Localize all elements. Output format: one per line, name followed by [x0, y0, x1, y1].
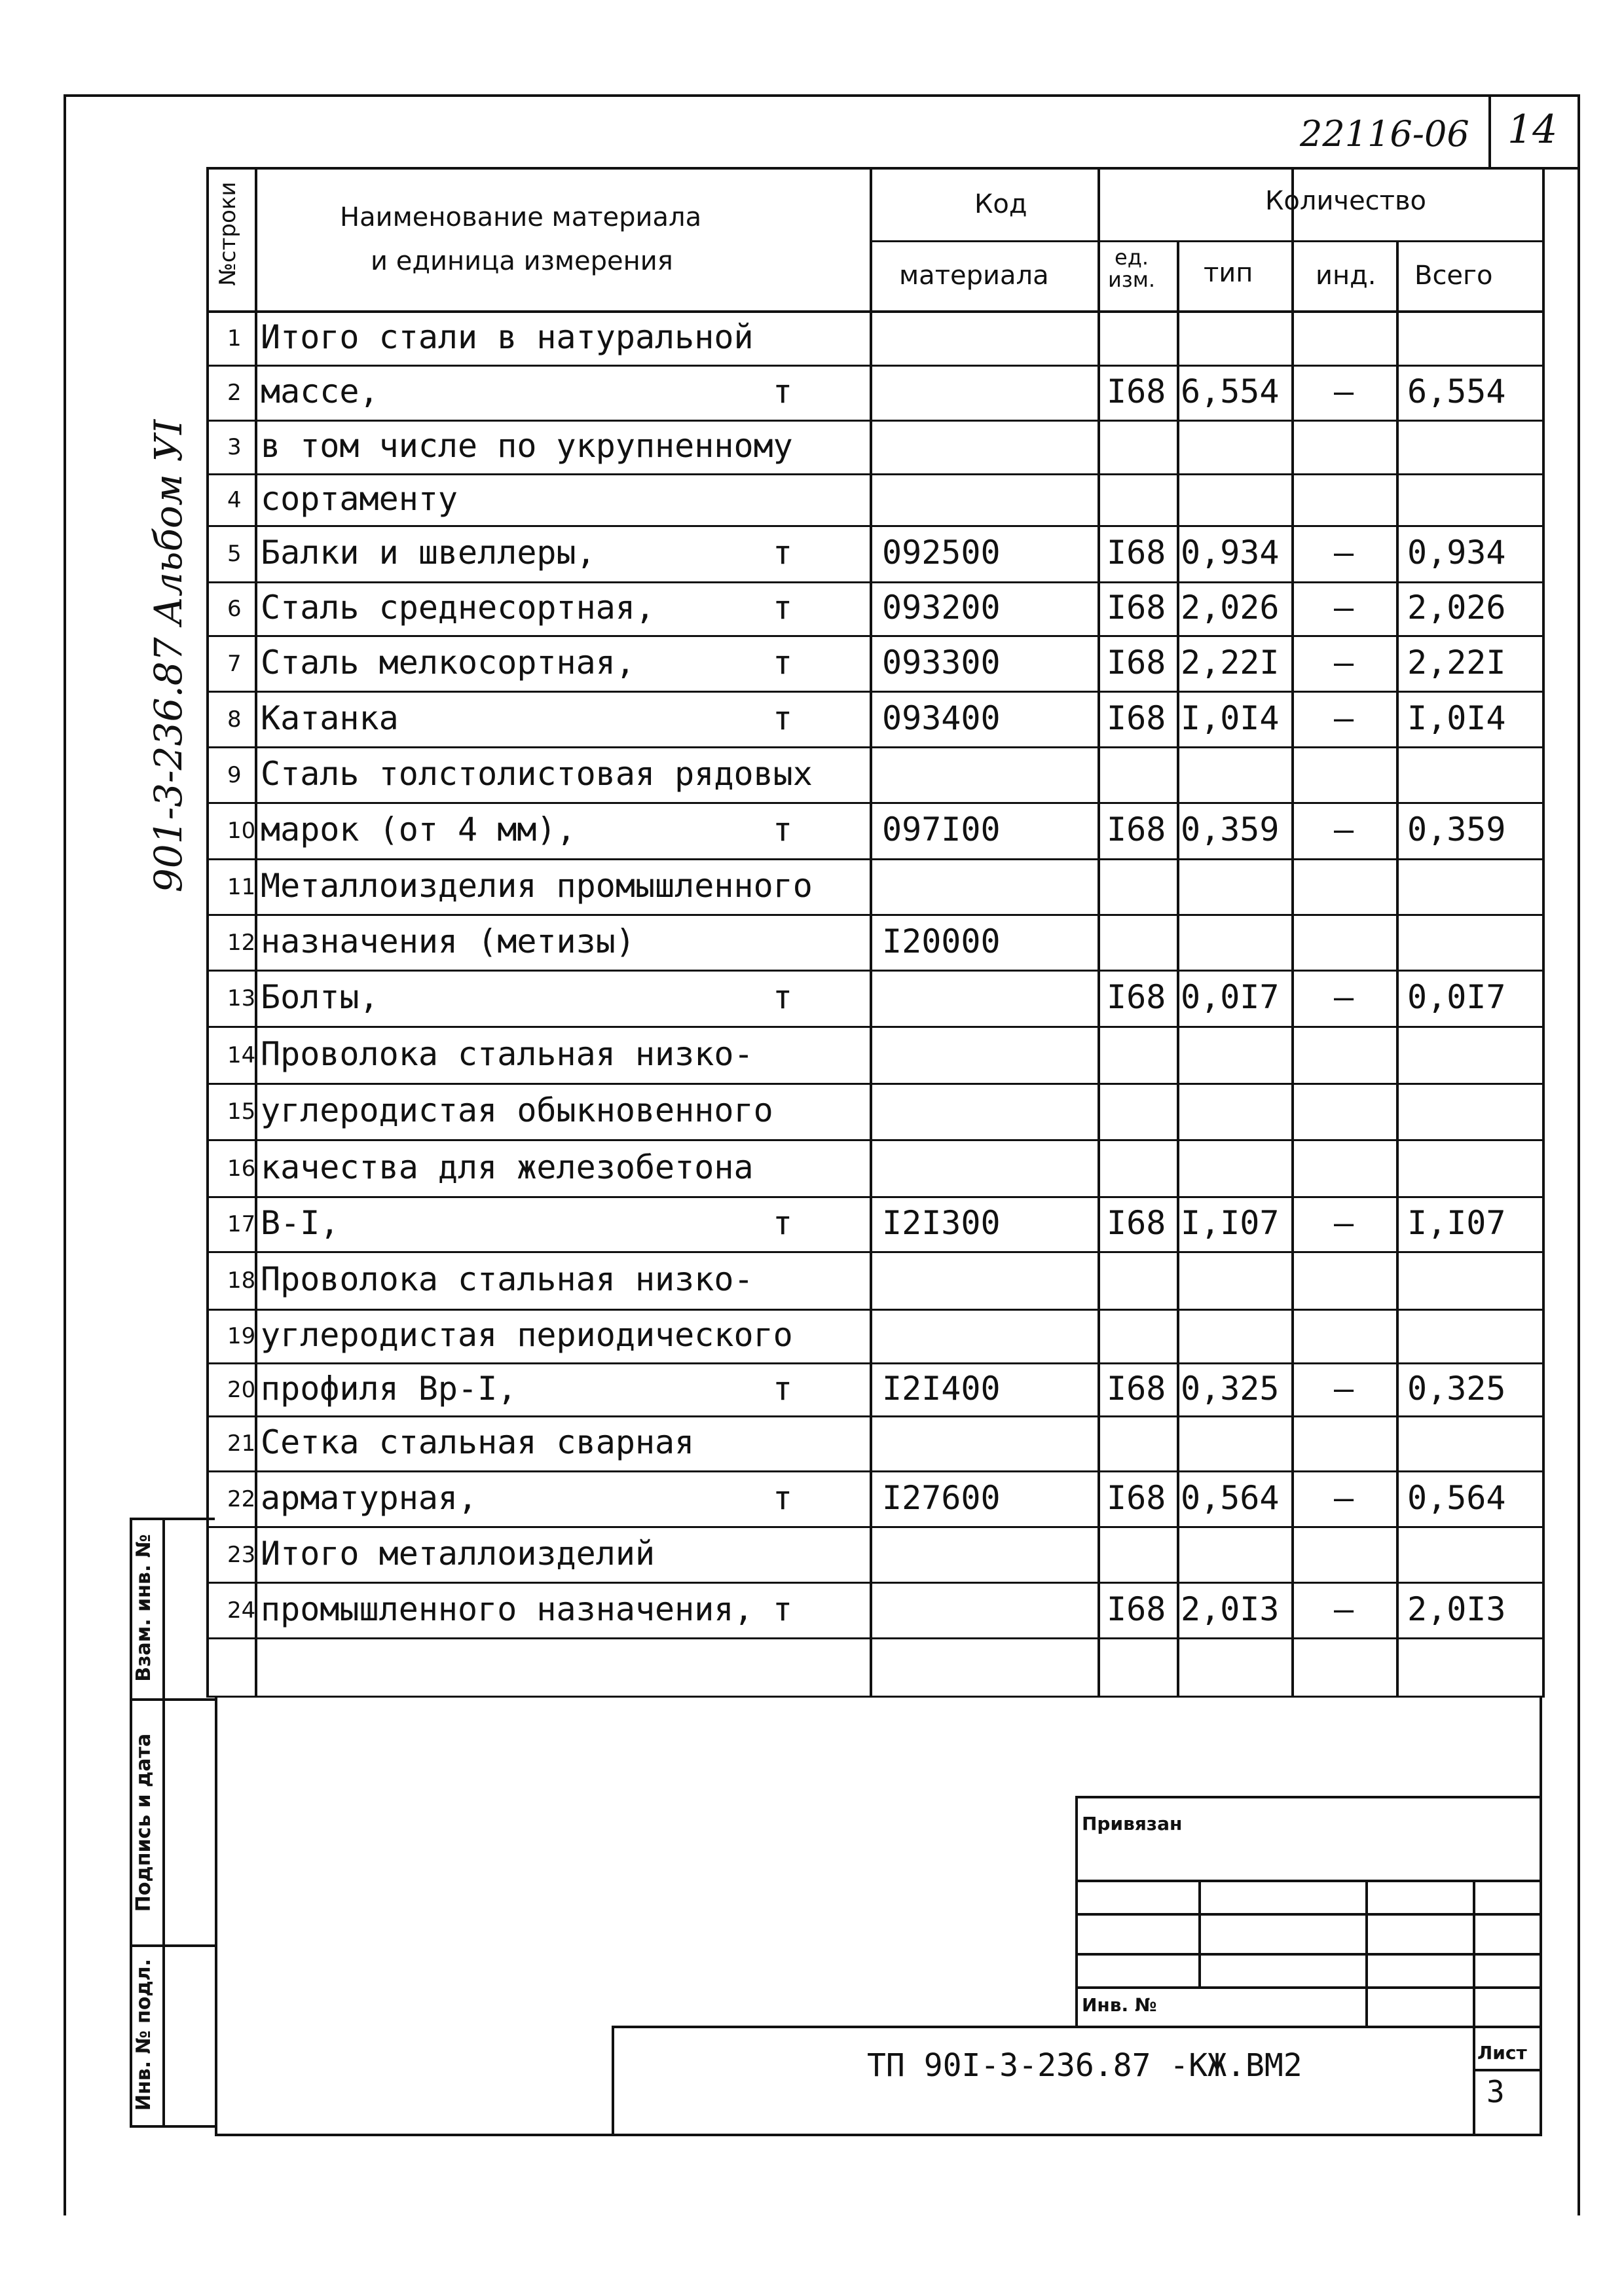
- material-name: Проволока стальная низко-: [261, 1035, 754, 1073]
- unit-code: I68: [1107, 373, 1166, 410]
- table-row-line: [206, 1582, 1545, 1584]
- qty-ind: –: [1333, 1370, 1354, 1408]
- qty-total: 0,325: [1407, 1370, 1506, 1408]
- qty-ind: –: [1333, 1479, 1354, 1517]
- titleblock-v2: [1365, 1880, 1368, 2027]
- row-number: 15: [227, 1099, 256, 1125]
- qty-type: 0,564: [1181, 1479, 1280, 1517]
- table-row-line: [206, 1470, 1545, 1472]
- table-col-line: [870, 167, 872, 1696]
- material-code: I27600: [882, 1479, 1001, 1517]
- unit-t: т: [773, 1479, 793, 1517]
- corner-box-left: [1488, 94, 1491, 170]
- qty-total: I,I07: [1407, 1204, 1506, 1242]
- table-row-line: [206, 1196, 1545, 1198]
- table-row-line: [206, 1309, 1545, 1311]
- row-number: 9: [227, 762, 242, 788]
- material-code: 097I00: [882, 811, 1001, 848]
- unit-t: т: [773, 978, 793, 1016]
- row-number: 19: [227, 1323, 256, 1349]
- drawing-bottom: [215, 2134, 1542, 2136]
- qty-type: 2,22I: [1181, 644, 1280, 682]
- header-quantity: Количество: [1265, 186, 1427, 216]
- unit-t: т: [773, 811, 793, 848]
- unit-t: т: [773, 373, 793, 410]
- frame-top: [64, 94, 1580, 97]
- unit-code: I68: [1107, 644, 1166, 682]
- row-number: 3: [227, 434, 242, 460]
- table-row-line: [206, 1362, 1545, 1364]
- titleblock-v1: [1198, 1880, 1201, 1986]
- titleblock-sheet-label: Лист: [1477, 2042, 1527, 2064]
- qty-total: 2,22I: [1407, 644, 1506, 682]
- unit-t: т: [773, 699, 793, 737]
- unit-t: т: [773, 589, 793, 627]
- material-name: Итого металлоизделий: [261, 1535, 655, 1573]
- row-number: 7: [227, 651, 242, 677]
- table-row-line: [206, 1026, 1545, 1028]
- stamp-bottom: [130, 2125, 215, 2128]
- unit-code: I68: [1107, 1590, 1166, 1628]
- row-number: 4: [227, 487, 242, 513]
- table-row-line: [206, 858, 1545, 860]
- material-code: I20000: [882, 922, 1001, 960]
- header-qty-type: тип: [1204, 258, 1253, 288]
- qty-total: 0,564: [1407, 1479, 1506, 1517]
- row-number: 22: [227, 1486, 256, 1512]
- unit-code: I68: [1107, 1479, 1166, 1517]
- unit-code: I68: [1107, 589, 1166, 627]
- qty-total: 2,0I3: [1407, 1590, 1506, 1628]
- qty-type: I,0I4: [1181, 699, 1280, 737]
- material-name: Катанка: [261, 699, 399, 737]
- row-number: 23: [227, 1542, 256, 1568]
- table-row-line: [206, 1083, 1545, 1085]
- row-number: 5: [227, 541, 242, 567]
- material-name: профиля Вр-I,: [261, 1370, 517, 1408]
- material-name: промышленного назначения,: [261, 1590, 754, 1628]
- qty-type: 2,026: [1181, 589, 1280, 627]
- frame-left: [64, 94, 66, 2215]
- header-row-no: №строки: [215, 181, 241, 286]
- row-number: 14: [227, 1042, 256, 1068]
- qty-type: 0,325: [1181, 1370, 1280, 1408]
- titleblock-sheet-divider: [1473, 2069, 1542, 2071]
- material-code: I2I400: [882, 1370, 1001, 1408]
- qty-total: 0,934: [1407, 534, 1506, 572]
- row-number: 10: [227, 818, 256, 844]
- qty-ind: –: [1333, 373, 1354, 410]
- table-row-line: [206, 581, 1545, 583]
- titleblock-v3: [1473, 1880, 1475, 2136]
- table-col-line: [1396, 240, 1399, 1696]
- qty-type: 2,0I3: [1181, 1590, 1280, 1628]
- material-name: Сталь среднесортная,: [261, 589, 655, 627]
- qty-ind: –: [1333, 1590, 1354, 1628]
- row-number: 20: [227, 1377, 256, 1403]
- table-header-mid-line: [870, 240, 1545, 242]
- qty-total: I,0I4: [1407, 699, 1506, 737]
- header-code: Код: [974, 189, 1027, 219]
- qty-type: 0,0I7: [1181, 978, 1280, 1016]
- qty-ind: –: [1333, 534, 1354, 572]
- material-name: арматурная,: [261, 1479, 478, 1517]
- material-name: Сталь толстолистовая рядовых: [261, 755, 813, 793]
- drawing-left-lower: [215, 1696, 217, 2136]
- table-row-line: [206, 746, 1545, 748]
- qty-ind: –: [1333, 978, 1354, 1016]
- unit-t: т: [773, 534, 793, 572]
- qty-ind: –: [1333, 589, 1354, 627]
- header-name-line2: и единица измерения: [371, 246, 673, 276]
- material-code: 093400: [882, 699, 1001, 737]
- table-row-line: [206, 1415, 1545, 1417]
- qty-ind: –: [1333, 644, 1354, 682]
- stamp-top: [130, 1518, 215, 1520]
- stamp-div-1: [130, 1698, 215, 1701]
- table-row-line: [206, 365, 1545, 367]
- material-code: 093200: [882, 589, 1001, 627]
- material-name: Сетка стальная сварная: [261, 1423, 695, 1461]
- unit-t: т: [773, 1590, 793, 1628]
- unit-code: I68: [1107, 811, 1166, 848]
- row-number: 12: [227, 930, 256, 956]
- frame-right: [1578, 94, 1580, 2215]
- table-row-line: [206, 802, 1545, 804]
- titleblock-top: [1075, 1796, 1542, 1798]
- unit-code: I68: [1107, 1370, 1166, 1408]
- table-row-line: [206, 914, 1545, 916]
- qty-ind: –: [1333, 1204, 1354, 1242]
- titleblock-inv-no: Инв. №: [1082, 1994, 1157, 2016]
- material-code: 092500: [882, 534, 1001, 572]
- material-name: сортаменту: [261, 480, 458, 518]
- table-bottom-border: [206, 1696, 1545, 1698]
- table-row-line: [206, 525, 1545, 527]
- header-name-line1: Наименование материала: [340, 202, 702, 232]
- row-number: 6: [227, 596, 242, 622]
- unit-code: I68: [1107, 699, 1166, 737]
- row-number: 21: [227, 1430, 256, 1457]
- table-row-line: [206, 691, 1545, 693]
- qty-type: 0,934: [1181, 534, 1280, 572]
- table-col-line: [1542, 167, 1545, 1696]
- material-code: I2I300: [882, 1204, 1001, 1242]
- header-code-unit: ед. изм.: [1107, 245, 1156, 292]
- table-row-line: [206, 1139, 1545, 1141]
- archive-number: 22116-06: [1300, 113, 1469, 155]
- table-row-line: [206, 1526, 1545, 1528]
- material-name: Проволока стальная низко-: [261, 1260, 754, 1298]
- titleblock-privyazan: Привязан: [1082, 1813, 1183, 1834]
- qty-type: 0,359: [1181, 811, 1280, 848]
- sheet-number: 3: [1486, 2074, 1505, 2109]
- material-name: В-I,: [261, 1204, 340, 1242]
- row-number: 24: [227, 1597, 256, 1624]
- unit-code: I68: [1107, 978, 1166, 1016]
- table-row-line: [206, 1637, 1545, 1639]
- material-name: назначения (метизы): [261, 922, 635, 960]
- material-name: Металлоизделия промышленного: [261, 867, 813, 905]
- table-header-bottom: [206, 310, 1545, 313]
- material-name: углеродистая периодического: [261, 1316, 793, 1354]
- table-col-line: [206, 167, 209, 1696]
- row-number: 13: [227, 985, 256, 1011]
- table-col-line: [1098, 167, 1100, 1696]
- material-name: массе,: [261, 373, 379, 410]
- row-number: 2: [227, 380, 242, 406]
- titleblock-main-top: [612, 2026, 1542, 2028]
- unit-t: т: [773, 1370, 793, 1408]
- table-row-line: [206, 635, 1545, 637]
- unit-t: т: [773, 1204, 793, 1242]
- row-number: 1: [227, 325, 242, 352]
- qty-total: 0,359: [1407, 811, 1506, 848]
- material-name: Болты,: [261, 978, 379, 1016]
- table-row-line: [206, 420, 1545, 422]
- header-qty-total: Всего: [1414, 261, 1493, 291]
- header-qty-ind: инд.: [1316, 261, 1376, 291]
- header-code-material: материала: [899, 261, 1049, 291]
- qty-type: 6,554: [1181, 373, 1280, 410]
- document-code: ТП 90I-3-236.87 -КЖ.ВМ2: [867, 2047, 1302, 2084]
- material-name: в том числе по укрупненному: [261, 427, 793, 465]
- material-name: Балки и швеллеры,: [261, 534, 596, 572]
- row-number: 18: [227, 1267, 256, 1294]
- drawing-right-lower: [1540, 1696, 1542, 2136]
- row-number: 8: [227, 706, 242, 733]
- material-name: качества для железобетона: [261, 1148, 754, 1186]
- titleblock-left: [1075, 1796, 1078, 2027]
- row-number: 11: [227, 874, 256, 900]
- row-number: 17: [227, 1211, 256, 1237]
- qty-total: 0,0I7: [1407, 978, 1506, 1016]
- material-name: марок (от 4 мм),: [261, 811, 576, 848]
- unit-t: т: [773, 644, 793, 682]
- stamp-div-2: [130, 1944, 215, 1947]
- stamp-podpis: Подпись и дата: [132, 1733, 155, 1912]
- table-row-line: [206, 1251, 1545, 1253]
- unit-code: I68: [1107, 1204, 1166, 1242]
- stamp-inv-podl: Инв. № подл.: [132, 1958, 155, 2111]
- table-top-border: [206, 167, 1545, 170]
- stamp-vzam-inv: Взам. инв. №: [132, 1534, 155, 1682]
- material-name: Итого стали в натуральной: [261, 318, 754, 356]
- qty-ind: –: [1333, 699, 1354, 737]
- table-row-line: [206, 970, 1545, 972]
- material-name: углеродистая обыкновенного: [261, 1091, 773, 1129]
- material-code: 093300: [882, 644, 1001, 682]
- row-number: 16: [227, 1156, 256, 1182]
- table-col-line: [1177, 240, 1179, 1696]
- qty-type: I,I07: [1181, 1204, 1280, 1242]
- qty-total: 6,554: [1407, 373, 1506, 410]
- album-label: 901-3-236.87 Альбом УI: [146, 419, 191, 893]
- material-name: Сталь мелкосортная,: [261, 644, 635, 682]
- unit-code: I68: [1107, 534, 1166, 572]
- stamp-mid: [162, 1518, 165, 2126]
- qty-ind: –: [1333, 811, 1354, 848]
- sheet-corner-number: 14: [1507, 107, 1558, 153]
- qty-total: 2,026: [1407, 589, 1506, 627]
- table-row-line: [206, 473, 1545, 475]
- titleblock-main-left: [612, 2026, 614, 2136]
